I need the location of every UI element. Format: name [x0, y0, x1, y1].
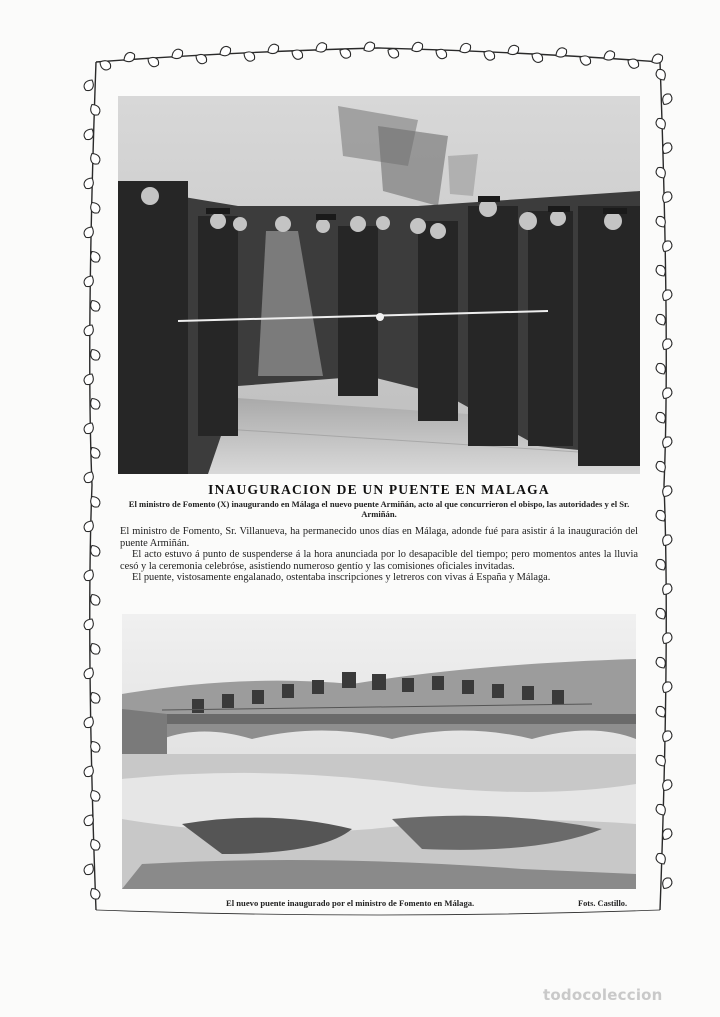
border-leaf [146, 55, 161, 69]
border-leaf [660, 582, 674, 597]
article-headline: INAUGURACION DE UN PUENTE EN MALAGA [208, 482, 550, 497]
border-leaf [660, 533, 674, 548]
border-leaf [660, 778, 674, 793]
border-leaf [82, 617, 96, 632]
border-leaf [82, 78, 96, 93]
border-leaf [654, 214, 668, 229]
border-leaf [602, 49, 617, 63]
border-leaf [82, 519, 96, 534]
bridge-photo [122, 614, 636, 889]
border-leaf [82, 421, 96, 436]
border-leaf [122, 50, 137, 64]
border-leaf [266, 42, 281, 56]
border-leaf [82, 225, 96, 240]
border-leaf [170, 47, 185, 61]
border-leaf [554, 46, 569, 60]
border-leaf [88, 494, 102, 509]
border-leaf [660, 239, 674, 254]
border-leaf [530, 51, 545, 65]
border-leaf [82, 666, 96, 681]
border-leaf [660, 288, 674, 303]
border-leaf [82, 764, 96, 779]
border-leaf [82, 568, 96, 583]
ceremony-photo [118, 96, 640, 474]
border-leaf [650, 52, 665, 66]
border-leaf [290, 47, 305, 61]
border-leaf [98, 58, 113, 72]
article-paragraph-2: El acto estuvo á punto de suspenderse á la hora anunciada por lo desapacible del tiempo; pero momentos antes la lluvia cesó y la ceremonia celebróse, asistiendo numeroso gentío y las comisiones oficiales invitadas. [120, 549, 638, 572]
photo-subcaption: El ministro de Fomento (X) inaugurando en Málaga el nuevo puente Armiñán, acto al que concurrieron el obispo, las autoridades y el Sr. Armiñán. [128, 499, 630, 519]
border-leaf [82, 372, 96, 387]
border-leaf [194, 52, 209, 66]
border-leaf [660, 337, 674, 352]
border-leaf [82, 470, 96, 485]
border-leaf [88, 788, 102, 803]
border-leaf [654, 802, 668, 817]
border-leaf [218, 45, 233, 59]
border-leaf [654, 459, 668, 474]
border-leaf [88, 102, 102, 117]
border-leaf [626, 56, 641, 70]
border-leaf [660, 484, 674, 499]
border-leaf [654, 851, 668, 866]
border-leaf [88, 886, 102, 901]
border-leaf [88, 739, 102, 754]
border-leaf [660, 876, 674, 891]
border-leaf [82, 274, 96, 289]
border-leaf [654, 753, 668, 768]
border-leaf [660, 435, 674, 450]
border-leaf [660, 729, 674, 744]
bridge-photo-caption: El nuevo puente inaugurado por el ministro de Fomento en Málaga. [226, 898, 475, 908]
border-leaf [482, 48, 497, 62]
article-paragraph-3: El puente, vistosamente engalanado, ostentaba inscripciones y letreros con vivas á España y Málaga. [132, 572, 551, 584]
border-leaf [654, 116, 668, 131]
border-leaf [578, 53, 593, 67]
border-leaf [362, 40, 377, 54]
border-leaf [410, 40, 425, 54]
article-paragraph-1: El ministro de Fomento, Sr. Villanueva, ha permanecido unos días en Málaga, adonde fué para asistir á la inauguración del puente Armiñán. [120, 526, 638, 549]
border-leaf [82, 323, 96, 338]
border-leaf [660, 631, 674, 646]
border-leaf [654, 165, 668, 180]
border-leaf [458, 41, 473, 55]
border-leaf [88, 200, 102, 215]
watermark: todocoleccion [543, 986, 663, 1004]
border-leaf [82, 176, 96, 191]
border-leaf [654, 67, 668, 82]
border-leaf [82, 715, 96, 730]
border-leaf [660, 92, 674, 107]
border-leaf [660, 190, 674, 205]
article-body [120, 526, 638, 584]
border-leaf [88, 837, 102, 852]
photo-credit: Fots. Castillo. [578, 899, 628, 908]
border-leaf [506, 43, 521, 57]
border-leaf [660, 386, 674, 401]
border-leaf [314, 41, 329, 55]
border-leaf [434, 47, 449, 61]
border-leaf [88, 151, 102, 166]
border-leaf [242, 49, 257, 63]
border-leaf [660, 680, 674, 695]
